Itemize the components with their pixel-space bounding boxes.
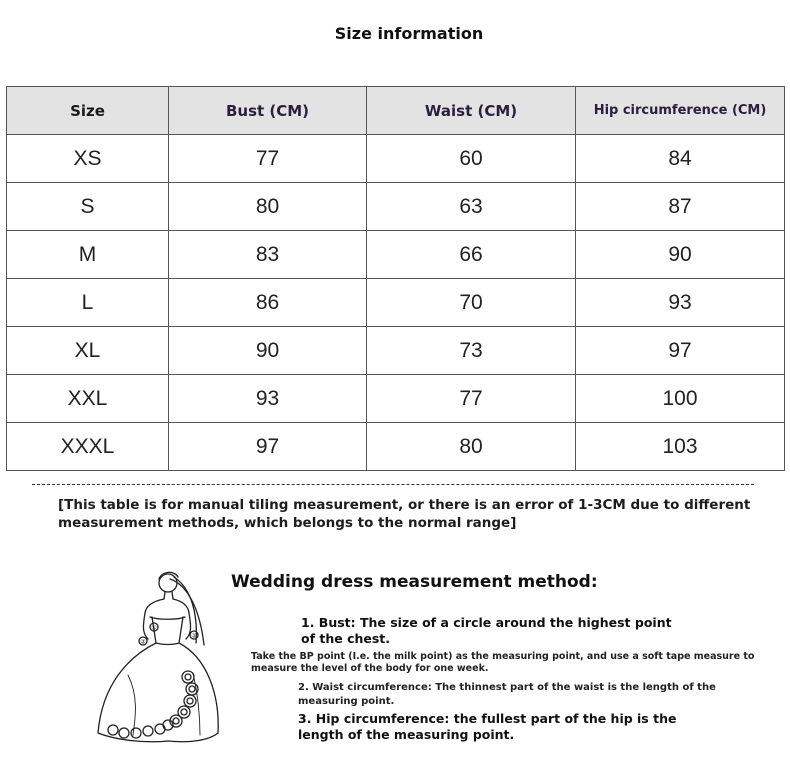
bust-instruction: 1. Bust: The size of a circle around the highest point of the chest. bbox=[301, 615, 672, 646]
cell-bust: 80 bbox=[169, 183, 367, 231]
cell-bust: 86 bbox=[169, 279, 367, 327]
cell-size: M bbox=[7, 231, 169, 279]
table-row bbox=[7, 231, 785, 279]
cell-bust: 97 bbox=[169, 423, 367, 471]
cell-bust: 90 bbox=[169, 327, 367, 375]
table-row bbox=[7, 183, 785, 231]
cell-size: XXL bbox=[7, 375, 169, 423]
cell-hip: 90 bbox=[576, 231, 785, 279]
svg-text:②: ② bbox=[191, 632, 197, 640]
cell-size: XS bbox=[7, 135, 169, 183]
cell-hip: 84 bbox=[576, 135, 785, 183]
cell-size: S bbox=[7, 183, 169, 231]
table-row bbox=[7, 135, 785, 183]
measurement-note: [This table is for manual tiling measurement, or there is an error of 1-3CM due to different measurement methods, which belongs to the normal range] bbox=[58, 497, 751, 531]
method-title: Wedding dress measurement method: bbox=[231, 572, 598, 592]
size-table bbox=[6, 86, 785, 471]
cell-waist: 73 bbox=[367, 327, 576, 375]
cell-waist: 66 bbox=[367, 231, 576, 279]
svg-text:①: ① bbox=[151, 624, 157, 632]
table-row bbox=[7, 279, 785, 327]
table-row bbox=[7, 327, 785, 375]
cell-waist: 60 bbox=[367, 135, 576, 183]
page-title: Size information bbox=[334, 24, 484, 43]
cell-bust: 93 bbox=[169, 375, 367, 423]
dashed-divider bbox=[32, 484, 754, 485]
cell-hip: 100 bbox=[576, 375, 785, 423]
table-row bbox=[7, 423, 785, 471]
table-row bbox=[7, 375, 785, 423]
cell-waist: 77 bbox=[367, 375, 576, 423]
cell-hip: 97 bbox=[576, 327, 785, 375]
cell-waist: 70 bbox=[367, 279, 576, 327]
wedding-dress-figure-icon bbox=[88, 565, 228, 750]
header-size: Size bbox=[7, 87, 169, 135]
svg-text:③: ③ bbox=[140, 638, 146, 646]
header-waist: Waist (CM) bbox=[367, 87, 576, 135]
cell-waist: 63 bbox=[367, 183, 576, 231]
cell-size: L bbox=[7, 279, 169, 327]
table-header-row bbox=[7, 87, 785, 135]
header-bust: Bust (CM) bbox=[169, 87, 367, 135]
cell-size: XXXL bbox=[7, 423, 169, 471]
bp-point-note: Take the BP point (I.e. the milk point) as the measuring point, and use a soft tape measure to measure the level of the body for one week. bbox=[251, 651, 755, 674]
cell-bust: 83 bbox=[169, 231, 367, 279]
header-hip: Hip circumference (CM) bbox=[576, 87, 785, 135]
cell-bust: 77 bbox=[169, 135, 367, 183]
hip-instruction: 3. Hip circumference: the fullest part of the hip is the length of the measuring point. bbox=[298, 711, 677, 742]
waist-instruction: 2. Waist circumference: The thinnest part of the waist is the length of the measuring point. bbox=[298, 682, 716, 707]
cell-hip: 103 bbox=[576, 423, 785, 471]
cell-size: XL bbox=[7, 327, 169, 375]
cell-hip: 93 bbox=[576, 279, 785, 327]
cell-hip: 87 bbox=[576, 183, 785, 231]
cell-waist: 80 bbox=[367, 423, 576, 471]
